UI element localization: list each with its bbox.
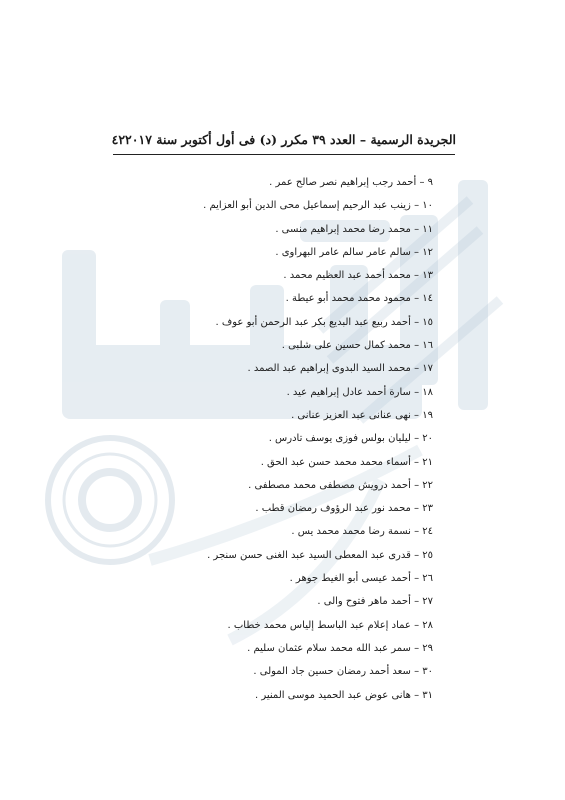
page-title: الجريدة الرسمية – العدد ٣٩ مكرر (د) فى أول أكتوبر سنة ٢٠١٧: [125, 131, 456, 147]
list-item: ٣٠ – سعد أحمد رمضان حسين جاد المولى .: [253, 666, 433, 678]
list-item: ٢٤ – نسمة رضا محمد محمد يس .: [291, 526, 433, 538]
list-item: ١٣ – محمد أحمد عبد العظيم محمد .: [283, 270, 433, 282]
list-item: ١٠ – زينب عبد الرحيم إسماعيل محى الدين أبو العزايم .: [203, 200, 433, 212]
names-list: [113, 171, 433, 707]
list-item: ١٦ – محمد كمال حسين على شلبى .: [281, 340, 433, 352]
list-item: ١٩ – نهى عنانى عبد العزيز عنانى .: [291, 409, 433, 421]
list-item: ٢٥ – قدرى عبد المعطى السيد عبد الغنى حسن سنجر .: [207, 549, 433, 561]
list-item: ١٢ – سالم عامر سالم عامر البهراوى .: [275, 246, 433, 258]
list-item: ٢١ – أسماء محمد محمد حسن عبد الحق .: [260, 456, 433, 468]
list-item: ٢٧ – أحمد ماهر فتوح والى .: [317, 596, 433, 608]
list-item: ٢٩ – سمر عبد الله محمد سلام عثمان سليم .: [247, 642, 433, 654]
list-item: ٢٣ – محمد نور عبد الرؤوف رمضان قطب .: [255, 503, 433, 515]
list-item: ١١ – محمد رضا محمد إبراهيم منسى .: [275, 223, 433, 235]
list-item: ١٧ – محمد السيد البدوى إبراهيم عبد الصمد .: [247, 363, 433, 375]
list-item: ٢٠ – ليليان بولس فوزى يوسف تادرس .: [268, 433, 433, 445]
page-header: [111, 128, 456, 150]
page-number: ٤٢: [111, 131, 126, 147]
list-item: ٣١ – هانى عوض عبد الحميد موسى المنير .: [255, 689, 433, 701]
list-item: ١٤ – محمود محمد محمد أبو عيطة .: [285, 293, 433, 305]
list-item: ٩ – أحمد رجب إبراهيم نصر صالح عمر .: [269, 177, 433, 188]
list-item: ٢٦ – أحمد عيسى أبو الغيط جوهر .: [289, 573, 433, 585]
list-item: ٢٢ – أحمد درويش مصطفى محمد مصطفى .: [248, 479, 433, 491]
list-item: ١٥ – أحمد ربيع عبد البديع بكر عبد الرحمن أبو عوف .: [215, 316, 433, 328]
list-item: ١٨ – سارة أحمد عادل إبراهيم عيد .: [286, 386, 433, 398]
header-divider: [113, 154, 455, 155]
list-item: ٢٨ – عماد إعلام عبد الباسط إلياس محمد خطاب .: [227, 619, 433, 631]
